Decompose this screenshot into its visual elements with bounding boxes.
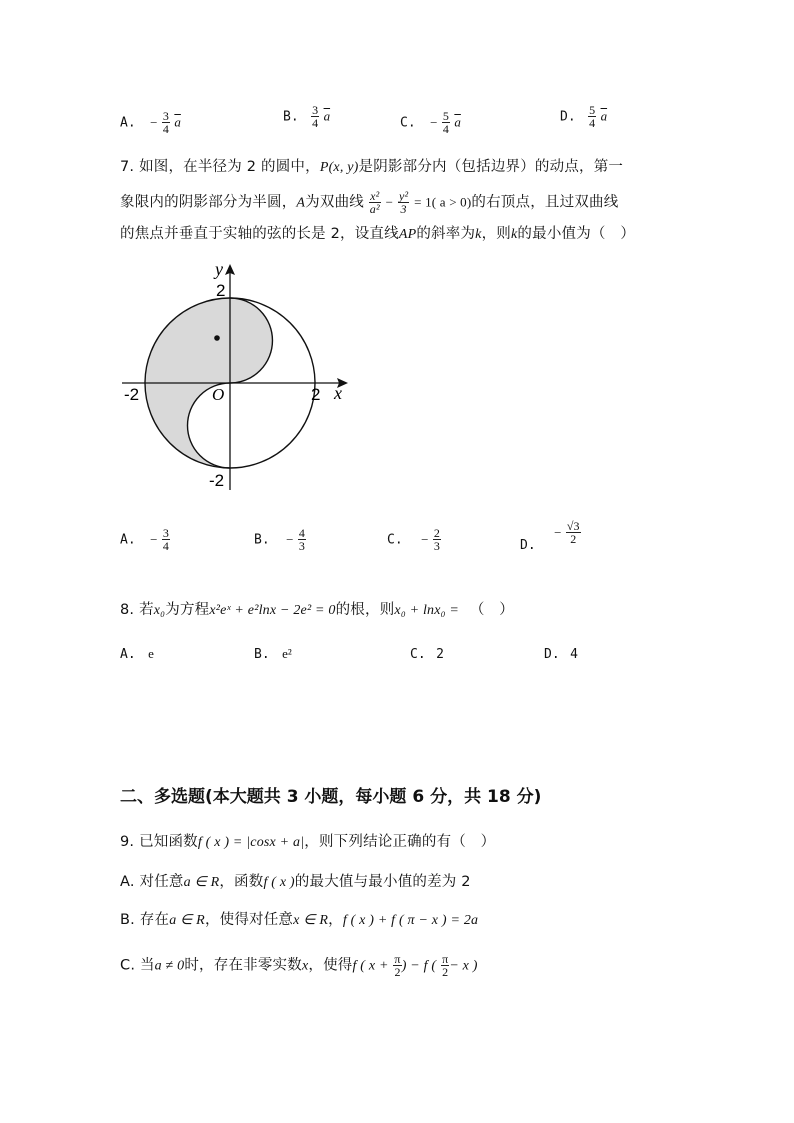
pi-over-2: $\frac{\pi}{2}$	[394, 952, 401, 979]
option-label: B.	[283, 109, 299, 125]
section-heading: 二、多选题(本大题共 3 小题，每小题 6 分，共 18 分)	[120, 787, 542, 807]
option-sign: −	[150, 114, 158, 130]
option-text: 的最大值与最小值的差为 2	[294, 874, 471, 890]
hyperbola-x-term: $\frac{\text{x²}}{\text{a²}}$	[369, 189, 380, 216]
option-label: D.	[520, 537, 536, 553]
option-text: 当	[139, 957, 155, 974]
option-fraction: $\frac{√3}{2}$	[566, 519, 580, 546]
answer-bracket: （ ）	[469, 602, 514, 618]
option-label: D.	[560, 109, 576, 125]
option-fraction: $\frac{3}{4}$	[312, 103, 319, 130]
option-label: B.	[254, 647, 270, 662]
q7-line3	[120, 222, 635, 243]
point-p: P(x, y)	[319, 160, 359, 175]
option-label: A.	[120, 115, 136, 131]
option-text: ，使得对任意	[204, 912, 294, 928]
q7-text: 象限内的阴影部分为半圆，	[120, 194, 297, 211]
option-text: 对任意	[139, 874, 184, 890]
option-value: 2	[436, 647, 444, 662]
tick-x-right: 2	[311, 385, 321, 404]
option-label: B.	[120, 912, 135, 928]
q8-option-c[interactable]	[410, 646, 444, 662]
option-math: ) − f (	[401, 958, 437, 974]
option-math: − x )	[449, 958, 478, 974]
q7-figure	[115, 255, 355, 495]
option-value: e	[148, 646, 154, 661]
option-text: ，	[328, 912, 343, 928]
vector-a: $\overline{a}$	[323, 108, 331, 124]
hyperbola-y-term: $\frac{\text{y²}}{3}$	[398, 189, 409, 216]
option-label: C.	[400, 115, 416, 131]
line-ap: AP	[398, 227, 417, 242]
x-axis-label: x	[334, 383, 342, 403]
option-fraction: $\frac{5}{4}$	[589, 103, 596, 130]
option-text: ，函数	[219, 874, 264, 890]
q8-text: 的根，则	[335, 602, 395, 618]
x0-var: x₀	[153, 603, 166, 618]
q8-option-b[interactable]	[254, 646, 292, 662]
y-axis-label: y	[215, 259, 223, 279]
vertex-a: A	[296, 195, 306, 211]
q6-option-a[interactable]	[120, 110, 181, 135]
option-sign: −	[430, 114, 438, 130]
hyperbola-condition: = 1( a > 0)	[414, 194, 472, 210]
q8-equation: x²eˣ + e²lnx − 2e² = 0	[209, 603, 336, 618]
slope-k: k	[475, 227, 482, 242]
q7-text: 如图，在半径为 2 的圆中，	[139, 159, 320, 175]
q7-text: 的右顶点，且过双曲线	[471, 194, 619, 211]
q7-line1	[120, 155, 623, 176]
q9-option-c[interactable]	[120, 953, 478, 978]
q9-option-b[interactable]	[120, 908, 478, 929]
tick-y-bottom: -2	[209, 471, 225, 490]
option-label: C.	[120, 957, 136, 974]
option-label: A.	[120, 532, 136, 548]
option-value: 4	[570, 647, 578, 662]
q7-option-b[interactable]	[254, 527, 306, 552]
q8-text: 若	[139, 602, 154, 618]
q7-text: 的最小值为（ ）	[517, 226, 636, 242]
origin-label: O	[212, 385, 225, 404]
q9-question	[120, 830, 495, 851]
option-label: A.	[120, 874, 135, 890]
q6-option-b[interactable]	[283, 104, 330, 129]
tick-x-left: -2	[124, 385, 140, 404]
option-sign: −	[286, 531, 294, 547]
point-p-dot	[214, 335, 220, 341]
q7-text: 的斜率为	[416, 226, 476, 242]
option-fraction: $\frac{5}{4}$	[442, 109, 449, 136]
q7-option-d[interactable]	[520, 519, 581, 553]
option-sign: −	[150, 531, 158, 547]
option-label: C.	[410, 647, 426, 662]
question-number: 8.	[120, 602, 135, 618]
option-math: x	[301, 958, 309, 974]
option-text: 时，存在非零实数	[184, 957, 302, 974]
option-fraction: $\frac{4}{3}$	[298, 526, 305, 553]
q7-text: 是阴影部分内（包括边界）的动点，第一	[358, 159, 624, 175]
question-number: 7.	[120, 159, 135, 175]
option-label: C.	[387, 532, 403, 548]
vector-a: $\overline{a}$	[454, 114, 461, 130]
q7-text: 的焦点并垂直于实轴的弦的长是 2，设直线	[120, 226, 399, 242]
q6-option-c[interactable]	[400, 110, 461, 135]
option-math: f ( x +	[352, 958, 389, 974]
q8-option-a[interactable]	[120, 646, 154, 662]
option-label: B.	[254, 532, 270, 548]
q7-option-a[interactable]	[120, 527, 170, 552]
pi-over-2: $\frac{\pi}{2}$	[442, 952, 449, 979]
option-label: A.	[120, 647, 136, 662]
vector-a: $\overline{a}$	[174, 114, 181, 130]
slope-k: k	[511, 227, 518, 242]
q7-line2: 象限内的阴影部分为半圆，A为双曲线 $\frac{\text{x²}}{\text{a²}}$ − $\frac{\text{y²}}{3}$ = 1( a > 0)的右顶点，且过双曲线	[120, 189, 619, 216]
q7-text: ，则	[481, 226, 511, 242]
option-math: x ∈ R	[293, 913, 329, 928]
option-fraction: $\frac{3}{4}$	[162, 526, 169, 553]
option-text: 存在	[139, 912, 170, 928]
q6-option-d[interactable]	[560, 104, 607, 129]
q9-text: 已知函数	[139, 834, 198, 850]
option-sign: −	[421, 531, 429, 547]
option-math: a ∈ R	[183, 875, 220, 890]
q8-expression: x₀ + lnx₀ =	[394, 603, 460, 618]
q8-option-d[interactable]	[544, 646, 578, 662]
option-math: f ( x ) + f ( π − x ) = 2a	[342, 913, 479, 928]
q8-question	[120, 598, 514, 619]
option-math: a ≠ 0	[154, 958, 185, 974]
option-fraction: $\frac{3}{4}$	[162, 109, 169, 136]
q7-option-c[interactable]	[387, 527, 441, 552]
question-number: 9.	[120, 834, 135, 850]
tick-y-top: 2	[216, 281, 226, 300]
option-math: f ( x )	[263, 875, 295, 890]
vector-a: $\overline{a}$	[600, 108, 608, 124]
q8-text: 为方程	[165, 602, 210, 618]
q9-text: ，则下列结论正确的有（ ）	[304, 834, 496, 850]
option-value: e²	[282, 646, 292, 661]
q7-text: 为双曲线	[305, 194, 364, 211]
option-math: a ∈ R	[169, 913, 205, 928]
q9-option-a[interactable]	[120, 870, 471, 891]
option-fraction: $\frac{2}{3}$	[433, 526, 440, 553]
option-label: D.	[544, 647, 560, 662]
q9-function: f ( x ) = |cosx + a|	[197, 835, 305, 850]
option-text: ，使得	[308, 957, 353, 974]
option-sign: −	[554, 524, 562, 540]
